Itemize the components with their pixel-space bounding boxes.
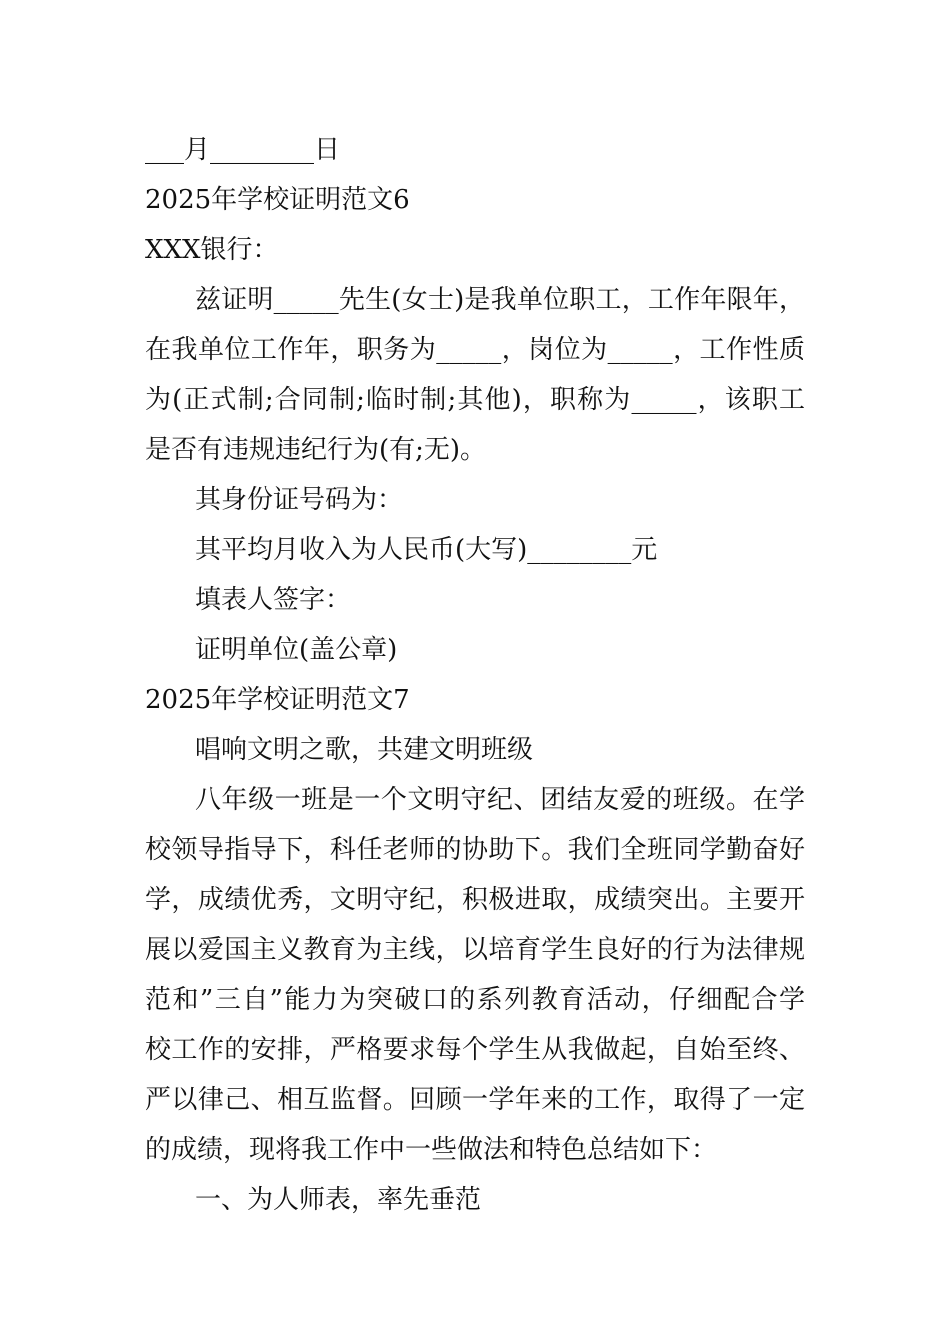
heading-sample-7: 2025年学校证明范文7 bbox=[145, 685, 410, 715]
subtitle-sample-7: 唱响文明之歌，共建文明班级 bbox=[195, 735, 534, 765]
signer-line: 填表人签字： bbox=[195, 585, 352, 615]
heading-sample-6: 2025年学校证明范文6 bbox=[145, 185, 410, 215]
summary-paragraph-line: 学，成绩优秀，文明守纪，积极进取，成绩突出。主要开 bbox=[145, 885, 805, 915]
summary-paragraph-line: 严以律己、相互监督。回顾一学年来的工作，取得了一定 bbox=[145, 1085, 805, 1115]
date-line: ___月________日 bbox=[145, 135, 341, 165]
income-line: 其平均月收入为人民币(大写)________元 bbox=[195, 535, 658, 565]
section-heading-1: 一、为人师表，率先垂范 bbox=[195, 1185, 482, 1215]
summary-paragraph-line: 校领导指导下，科任老师的协助下。我们全班同学勤奋好 bbox=[145, 835, 805, 865]
summary-paragraph-line: 的成绩，现将我工作中一些做法和特色总结如下： bbox=[145, 1135, 718, 1165]
recipient-line: XXX银行： bbox=[145, 235, 279, 265]
certificate-paragraph-line: 是否有违规违纪行为(有;无)。 bbox=[145, 435, 487, 465]
certificate-paragraph-line: 兹证明_____先生(女士)是我单位职工，工作年限年， bbox=[195, 285, 805, 315]
summary-paragraph-line: 展以爱国主义教育为主线，以培育学生良好的行为法律规 bbox=[145, 935, 805, 965]
certificate-paragraph-line: 在我单位工作年，职务为_____，岗位为_____，工作性质 bbox=[145, 335, 805, 365]
certificate-paragraph-line: 为(正式制;合同制;临时制;其他)，职称为_____，该职工 bbox=[145, 385, 805, 415]
summary-paragraph-line: 八年级一班是一个文明守纪、团结友爱的班级。在学 bbox=[195, 785, 805, 815]
issuing-unit-line: 证明单位(盖公章) bbox=[195, 635, 398, 665]
summary-paragraph-line: 范和”三自”能力为突破口的系列教育活动，仔细配合学 bbox=[145, 985, 805, 1015]
id-number-line: 其身份证号码为： bbox=[195, 485, 404, 515]
summary-paragraph-line: 校工作的安排，严格要求每个学生从我做起，自始至终、 bbox=[145, 1035, 805, 1065]
